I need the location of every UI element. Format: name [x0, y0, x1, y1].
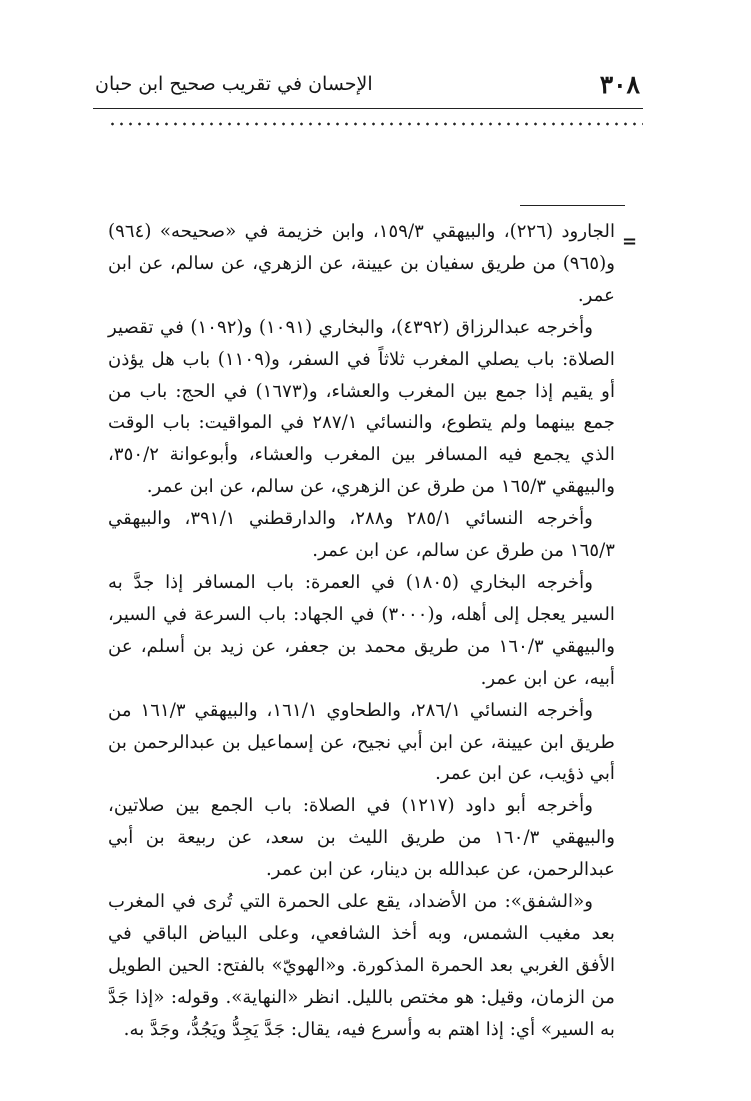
page-number: ٣٠٨	[599, 70, 640, 99]
footnote-paragraph: و«الشفق»: من الأضداد، يقع على الحمرة التي تُرى في المغرب بعد مغيب الشمس، وبه أخذ الشافعي، وعلى البياض الباقي في الأفق الغربي بعد الحمرة المذكورة. و«الهويّ» بالفتح: الحين الطويل من الزمان، وقيل: هو مختص بالليل. انظر «النهاية». وقوله: «إذا جَدَّ به السير» أي: إذا اهتم به وأسرع فيه، يقال: جَدَّ يَجِدُّ ويَجُدُّ، وجَدَّ به.	[108, 891, 615, 1040]
footnote-separator	[520, 205, 625, 206]
footnote-paragraph: وأخرجه النسائي ٢٨٥/١ و٢٨٨، والدارقطني ٣٩١/١، والبيهقي ١٦٥/٣ من طرق عن سالم، عن ابن عمر.	[108, 508, 615, 562]
footnotes	[108, 216, 615, 1046]
continuation-mark: =	[622, 231, 638, 252]
header-rule	[93, 108, 643, 109]
footnote-paragraph: الجارود (٢٢٦)، والبيهقي ١٥٩/٣، وابن خزيمة في «صحيحه» (٩٦٤) و(٩٦٥) من طريق سفيان بن عيينة، عن الزهري، عن سالم، عن ابن عمر.	[108, 221, 615, 306]
footnote-paragraph: وأخرجه البخاري (١٨٠٥) في العمرة: باب المسافر إذا جدَّ به السير يعجل إلى أهله، و(٣٠٠٠) في الجهاد: باب السرعة في السير، والبيهقي ١٦٠/٣ من طريق محمد بن جعفر، عن زيد بن أسلم، عن أبيه، عن ابن عمر.	[108, 571, 615, 689]
footnote-paragraph: وأخرجه أبو داود (١٢١٧) في الصلاة: باب الجمع بين صلاتين، والبيهقي ١٦٠/٣ من طريق الليث بن سعد، عن ربيعة بن أبي عبدالرحمن، عن عبدالله بن دينار، عن ابن عمر.	[108, 795, 615, 881]
footnote-paragraph: وأخرجه النسائي ٢٨٦/١، والطحاوي ١٦١/١، والبيهقي ١٦١/٣ من طريق ابن عيينة، عن ابن أبي نجيح، عن إسماعيل بن عبدالرحمن بن أبي ذؤيب، عن ابن عمر.	[108, 699, 615, 785]
dotted-separator	[108, 120, 643, 128]
page-header	[95, 70, 640, 104]
footnote-paragraph: وأخرجه عبدالرزاق (٤٣٩٢)، والبخاري (١٠٩١) و(١٠٩٢) في تقصير الصلاة: باب يصلي المغرب ثلاثاً في السفر، و(١١٠٩) باب هل يؤذن أو يقيم إذا جمع بين المغرب والعشاء، و(١٦٧٣) في الحج: باب من جمع بينهما ولم يتطوع، والنسائي ٢٨٧/١ في المواقيت: باب الوقت الذي يجمع فيه المسافر بين المغرب والعشاء، وأبوعوانة ٣٥٠/٢، والبيهقي ١٦٥/٣ من طرق عن الزهري، عن سالم، عن ابن عمر.	[108, 316, 615, 498]
running-title: الإحسان في تقريب صحيح ابن حبان	[95, 73, 373, 95]
